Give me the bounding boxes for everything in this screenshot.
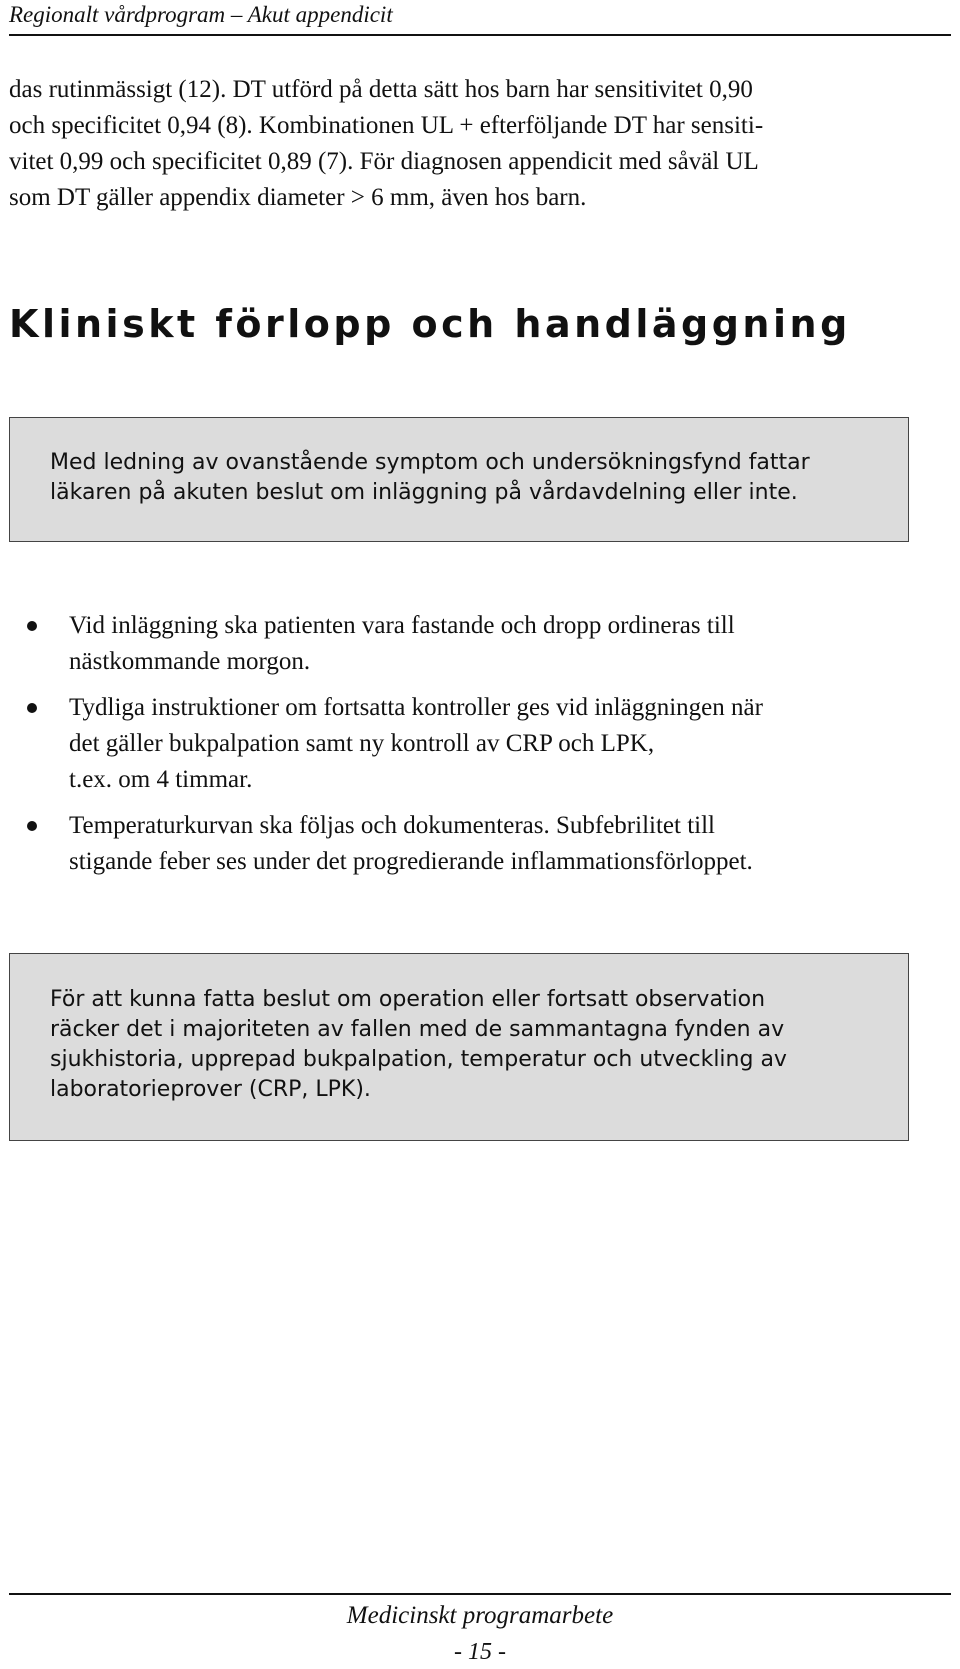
bullet-item-temperature: [9, 808, 929, 880]
bullet-line: det gäller bukpalpation samt ny kontroll av CRP och LPK,: [69, 730, 655, 757]
page-number: - 15 -: [454, 1639, 506, 1665]
bullet-icon: [27, 621, 37, 631]
bullet-line: nästkommande morgon.: [69, 648, 311, 675]
intro-line: das rutinmässigt (12). DT utförd på detta sätt hos barn har sensitivitet 0,90: [9, 76, 753, 103]
bullet-line: Temperaturkurvan ska följas och dokumenteras. Subfebrilitet till: [69, 812, 715, 839]
callout-box-admission: [9, 417, 909, 542]
callout-line: sjukhistoria, upprepad bukpalpation, temperatur och utveckling av: [50, 1047, 787, 1072]
running-header: [9, 0, 951, 36]
bullet-list: [9, 608, 929, 890]
bullet-line: Tydliga instruktioner om fortsatta kontroller ges vid inläggningen när: [69, 694, 763, 721]
callout-line: För att kunna fatta beslut om operation eller fortsatt observation: [50, 987, 766, 1012]
callout-box-decision: [9, 953, 909, 1141]
bullet-line: t.ex. om 4 timmar.: [69, 766, 253, 793]
running-header-title: Regionalt vårdprogram – Akut appendicit: [9, 2, 393, 27]
callout-line: läkaren på akuten beslut om inläggning på vårdavdelning eller inte.: [50, 480, 798, 505]
footer-program: Medicinskt programarbete: [346, 1602, 614, 1629]
callout-line: Med ledning av ovanstående symptom och undersökningsfynd fattar: [50, 450, 810, 475]
intro-line: och specificitet 0,94 (8). Kombinationen UL + efterföljande DT har sensiti-: [9, 112, 764, 139]
bullet-item-instructions: [9, 690, 929, 798]
intro-line: vitet 0,99 och specificitet 0,89 (7). För diagnosen appendicit med såväl UL: [9, 148, 759, 175]
callout-line: räcker det i majoriteten av fallen med de sammantagna fynden av: [50, 1017, 785, 1042]
callout-line: laboratorieprover (CRP, LPK).: [50, 1077, 371, 1102]
footer-divider: [9, 1593, 951, 1595]
bullet-icon: [27, 703, 37, 713]
bullet-item-fasting: [9, 608, 929, 680]
intro-line: som DT gäller appendix diameter > 6 mm, även hos barn.: [9, 184, 587, 211]
bullet-line: stigande feber ses under det progredierande inflammationsförloppet.: [69, 848, 753, 875]
bullet-line: Vid inläggning ska patienten vara fastande och dropp ordineras till: [69, 612, 735, 639]
section-heading: Kliniskt förlopp och handläggning: [9, 302, 851, 346]
bullet-icon: [27, 821, 37, 831]
intro-paragraph: [9, 72, 939, 216]
